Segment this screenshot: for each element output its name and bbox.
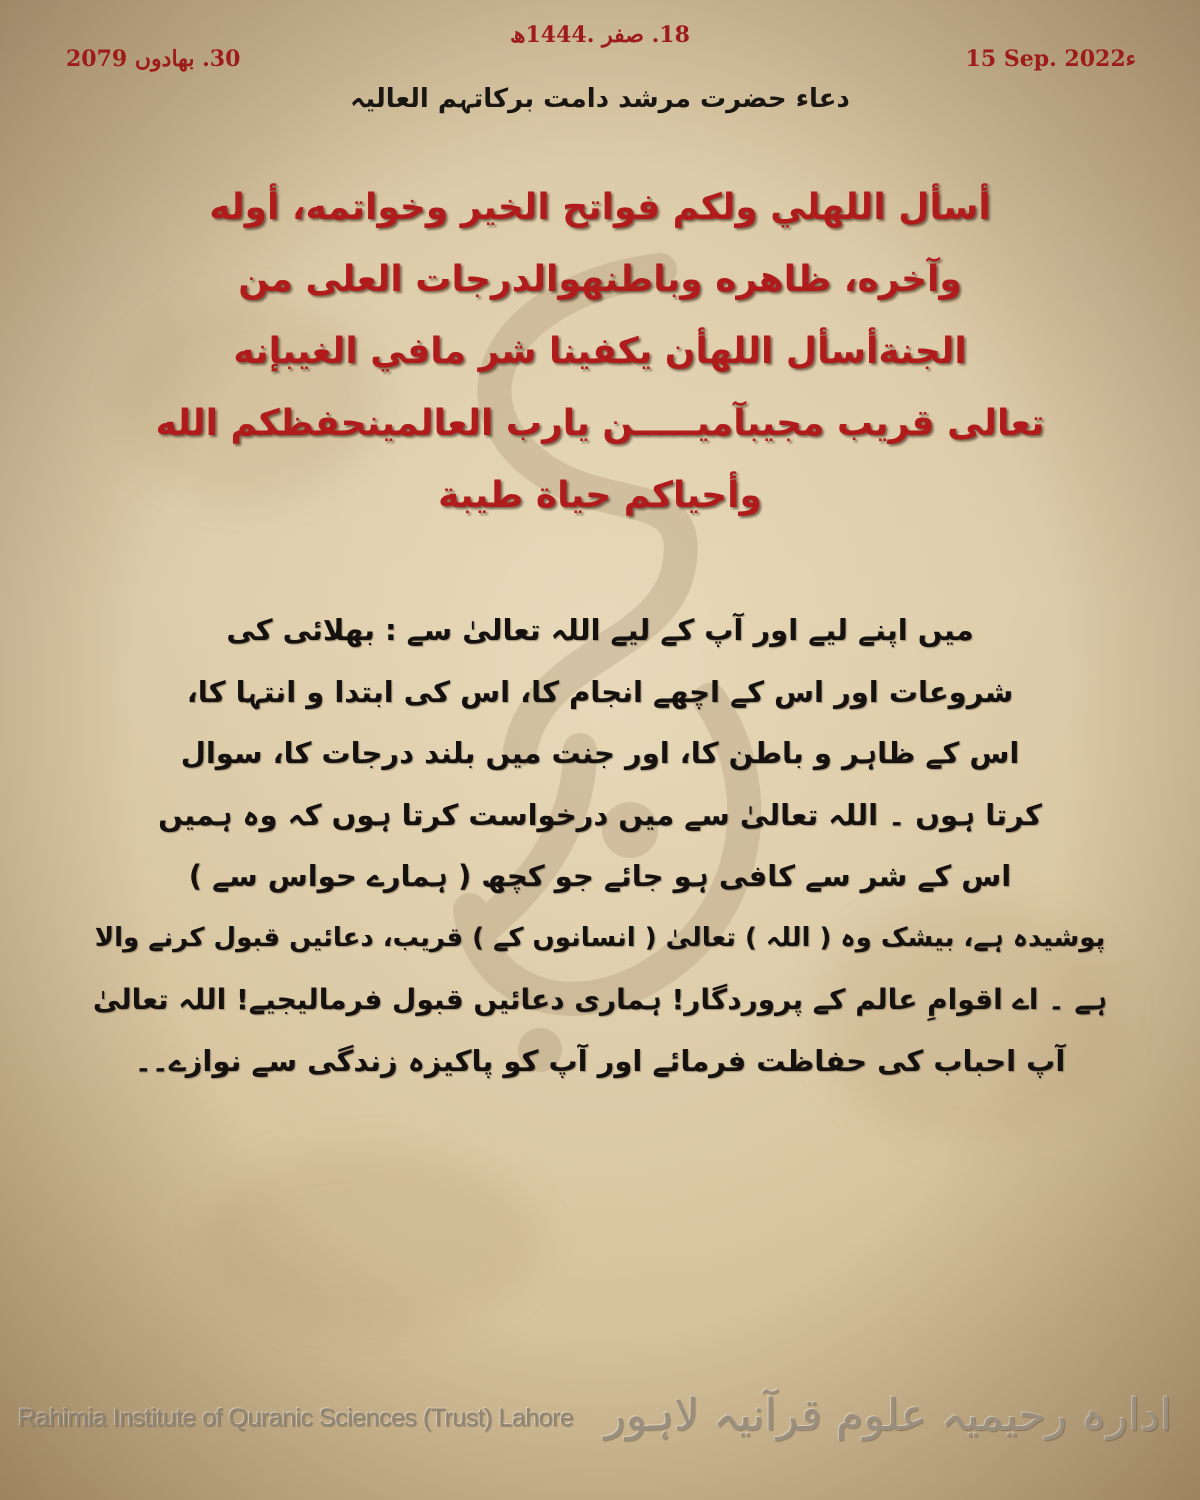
date-gregorian: 15 Sep. 2022ء: [965, 46, 1136, 72]
arabic-line: تعالى قريب مجيبآميـــــن يارب العالمينحفظكم الله: [155, 403, 1045, 444]
urdu-line: میں اپنے لیے اور آپ کے لیے اللہ تعالیٰ سے : بھلائی کی: [226, 613, 974, 647]
arabic-line: وآخره، ظاهره وباطنهوالدرجات العلى من: [238, 259, 962, 300]
urdu-line: شروعات اور اس کے اچھے انجام کا، اس کی ابتدا و انتہا کا،: [186, 674, 1014, 709]
institute-logo: ادارہ رحیمیہ علوم قرآنیہ لاہور: [604, 1390, 1172, 1441]
arabic-prayer-text: [70, 172, 1130, 532]
arabic-line: الجنةأسأل اللهأن يكفينا شر مافي الغيبإنه: [233, 331, 967, 372]
date-hijri: 18. صفر .1444ھ: [510, 22, 690, 48]
arabic-line: أسأل اللهلي ولكم فواتح الخير وخواتمه، أوله: [209, 187, 991, 228]
prayer-title: دعاء حضرت مرشد دامت برکاتہم العالیہ: [350, 84, 850, 114]
arabic-line: وأحياكم حياة طيبة: [438, 475, 762, 516]
urdu-line: پوشیدہ ہے، بیشک وہ ( اللہ ) تعالیٰ ( انسانوں کے ) قریب، دعائیں قبول کرنے والا: [94, 922, 1106, 953]
urdu-translation-text: [80, 600, 1120, 1092]
paper-stain: [200, 1150, 540, 1330]
urdu-line: اس کے ظاہر و باطن کا، اور جنت میں بلند درجات کا، سوال: [180, 736, 1020, 770]
date-bikrami: 30. بھادوں 2079: [66, 46, 241, 72]
urdu-line: اس کے شر سے کافی ہو جائے جو کچھ ( ہمارے حواس سے ): [188, 859, 1012, 893]
institute-name: Rahimia Institute of Quranic Sciences (Trust) Lahore: [18, 1404, 574, 1432]
urdu-line: ہے ۔ اے اقوامِ عالم کے پروردگار! ہماری دعائیں قبول فرمالیجیے! اللہ تعالیٰ: [92, 983, 1108, 1016]
urdu-line: کرتا ہوں ۔ اللہ تعالیٰ سے میں درخواست کرتا ہوں کہ وہ ہمیں: [158, 797, 1042, 832]
urdu-line: آپ احباب کی حفاظت فرمائے اور آپ کو پاکیزہ زندگی سے نوازے۔۔: [134, 1043, 1066, 1078]
